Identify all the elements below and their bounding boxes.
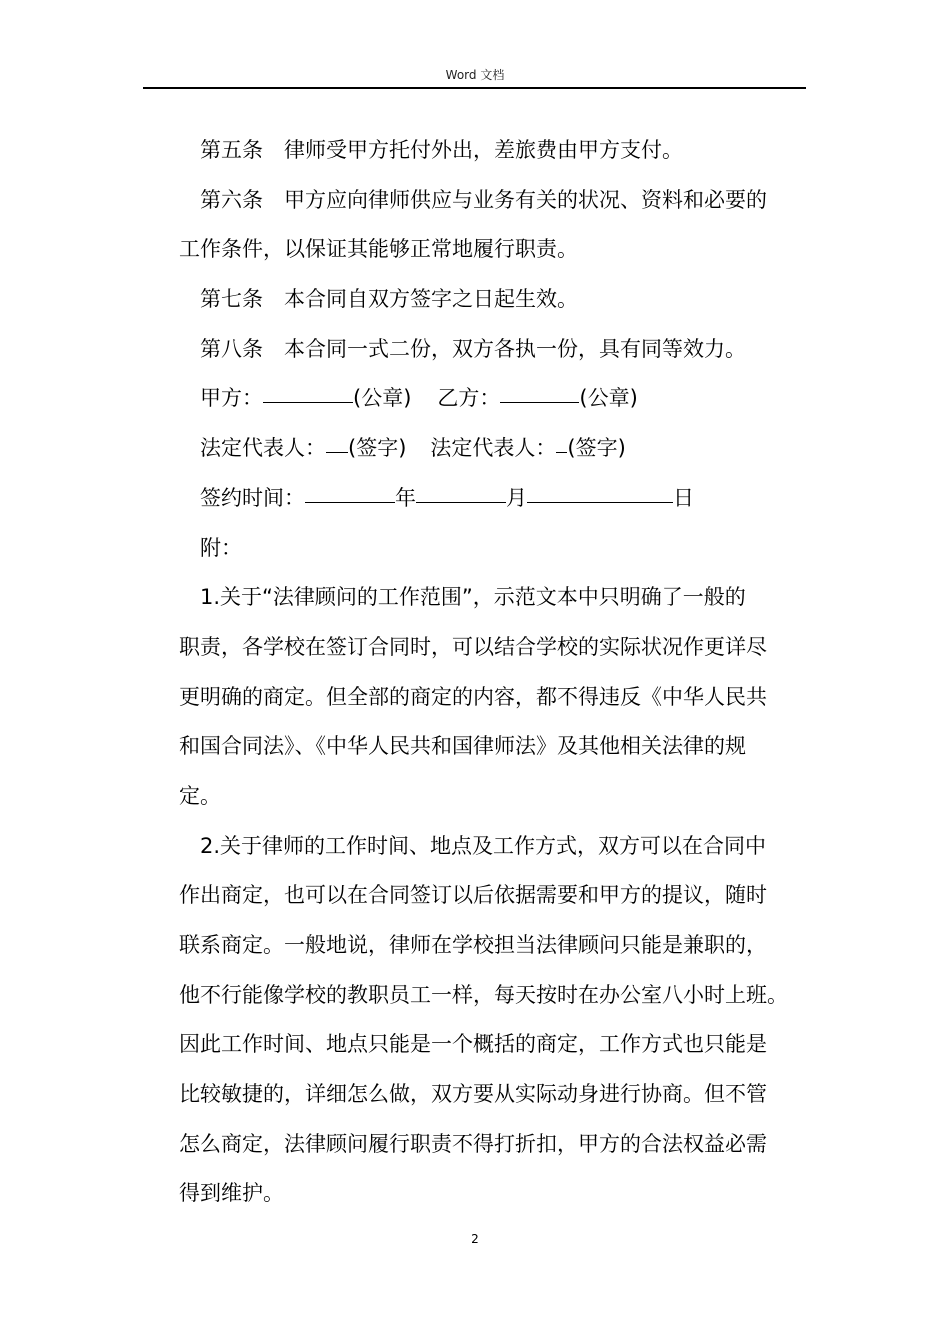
rep-b-blank	[556, 451, 567, 453]
month-blank	[416, 501, 506, 503]
article-8-text: 本合同一式二份，双方各执一份，具有同等效力。	[284, 336, 746, 361]
note-2-text: 2.关于律师的工作时间、地点及工作方式，双方可以在合同中	[200, 833, 767, 858]
note-2-line	[179, 871, 814, 921]
article-8	[179, 325, 814, 375]
note-2-text: 他不行能像学校的教职员工一样，每天按时在办公室八小时上班。	[179, 982, 788, 1007]
article-5	[179, 126, 814, 176]
note-1-line	[179, 673, 814, 723]
note-1-line	[179, 722, 814, 772]
party-b-seal: (公章)	[579, 386, 638, 411]
page-number: 2	[471, 1232, 479, 1246]
note-2-line	[179, 1020, 814, 1070]
rep-a-blank	[326, 451, 348, 453]
note-1-line	[179, 573, 814, 623]
rep-a-label: 法定代表人：	[200, 436, 326, 461]
article-8-label: 第八条	[200, 336, 263, 361]
article-7-text: 本合同自双方签字之日起生效。	[284, 287, 578, 312]
article-6-continuation	[179, 225, 814, 275]
article-7-label: 第七条	[200, 287, 263, 312]
note-1-line	[179, 623, 814, 673]
article-6-text-line-2: 工作条件，以保证其能够正常地履行职责。	[179, 237, 578, 262]
note-2-text: 怎么商定，法律顾问履行职责不得打折扣，甲方的合法权益必需	[179, 1131, 767, 1156]
note-2-line	[179, 1070, 814, 1120]
article-7	[179, 275, 814, 325]
party-b-label: 乙方：	[437, 386, 501, 411]
day-label: 日	[673, 485, 694, 510]
rep-b-label: 法定代表人：	[430, 436, 557, 461]
note-2-text: 联系商定。一般地说，律师在学校担当法律顾问只能是兼职的，	[179, 933, 767, 957]
article-5-text: 律师受甲方托付外出，差旅费由甲方支付。	[284, 138, 683, 162]
rep-b-sign: (签字)	[567, 436, 626, 461]
article-6-label: 第六条	[200, 187, 263, 212]
note-1-text: 1.关于“法律顾问的工作范围”，示范文本中只明确了一般的	[200, 585, 746, 610]
note-2-line	[179, 921, 814, 971]
party-a-label: 甲方：	[200, 386, 263, 411]
note-2-text: 比较敏捷的，详细怎么做，双方要从实际动身进行协商。但不管	[179, 1082, 767, 1107]
note-1-text: 和国合同法》、《中华人民共和国律师法》及其他相关法律的规	[179, 734, 746, 759]
party-a-blank	[263, 401, 353, 403]
page-header: Word 文档	[445, 68, 505, 82]
representative-line	[179, 424, 814, 474]
article-5-label: 第五条	[200, 138, 263, 162]
appendix-title-text: 附：	[200, 535, 242, 560]
article-6	[179, 176, 814, 226]
note-2-text: 因此工作时间、地点只能是一个概括的商定，工作方式也只能是	[179, 1032, 767, 1057]
year-blank	[305, 501, 395, 503]
appendix-title	[179, 524, 814, 574]
date-label: 签约时间：	[200, 485, 305, 510]
note-2-line	[179, 971, 814, 1021]
header-rule	[143, 87, 806, 89]
note-2-line	[179, 822, 814, 872]
note-1-line	[179, 772, 814, 822]
note-2-text: 得到维护。	[179, 1181, 284, 1206]
note-1-text: 定。	[179, 783, 221, 808]
year-label: 年	[395, 485, 416, 510]
article-6-text-line-1: 甲方应向律师供应与业务有关的状况、资料和必要的	[284, 187, 767, 212]
note-2-text: 作出商定，也可以在合同签订以后依据需要和甲方的提议，随时	[179, 883, 767, 908]
document-body	[179, 126, 814, 1219]
note-2-line	[179, 1169, 814, 1219]
party-a-seal: (公章)	[353, 386, 412, 411]
note-1-text: 更明确的商定。但全部的商定的内容，都不得违反《中华人民共	[179, 684, 767, 709]
month-label: 月	[506, 485, 527, 510]
party-line	[179, 374, 814, 424]
party-b-blank	[500, 401, 579, 403]
date-line	[179, 474, 814, 524]
note-1-text: 职责，各学校在签订合同时，可以结合学校的实际状况作更详尽	[179, 634, 767, 659]
rep-a-sign: (签字)	[348, 436, 407, 461]
day-blank	[527, 501, 673, 503]
note-2-line	[179, 1120, 814, 1170]
